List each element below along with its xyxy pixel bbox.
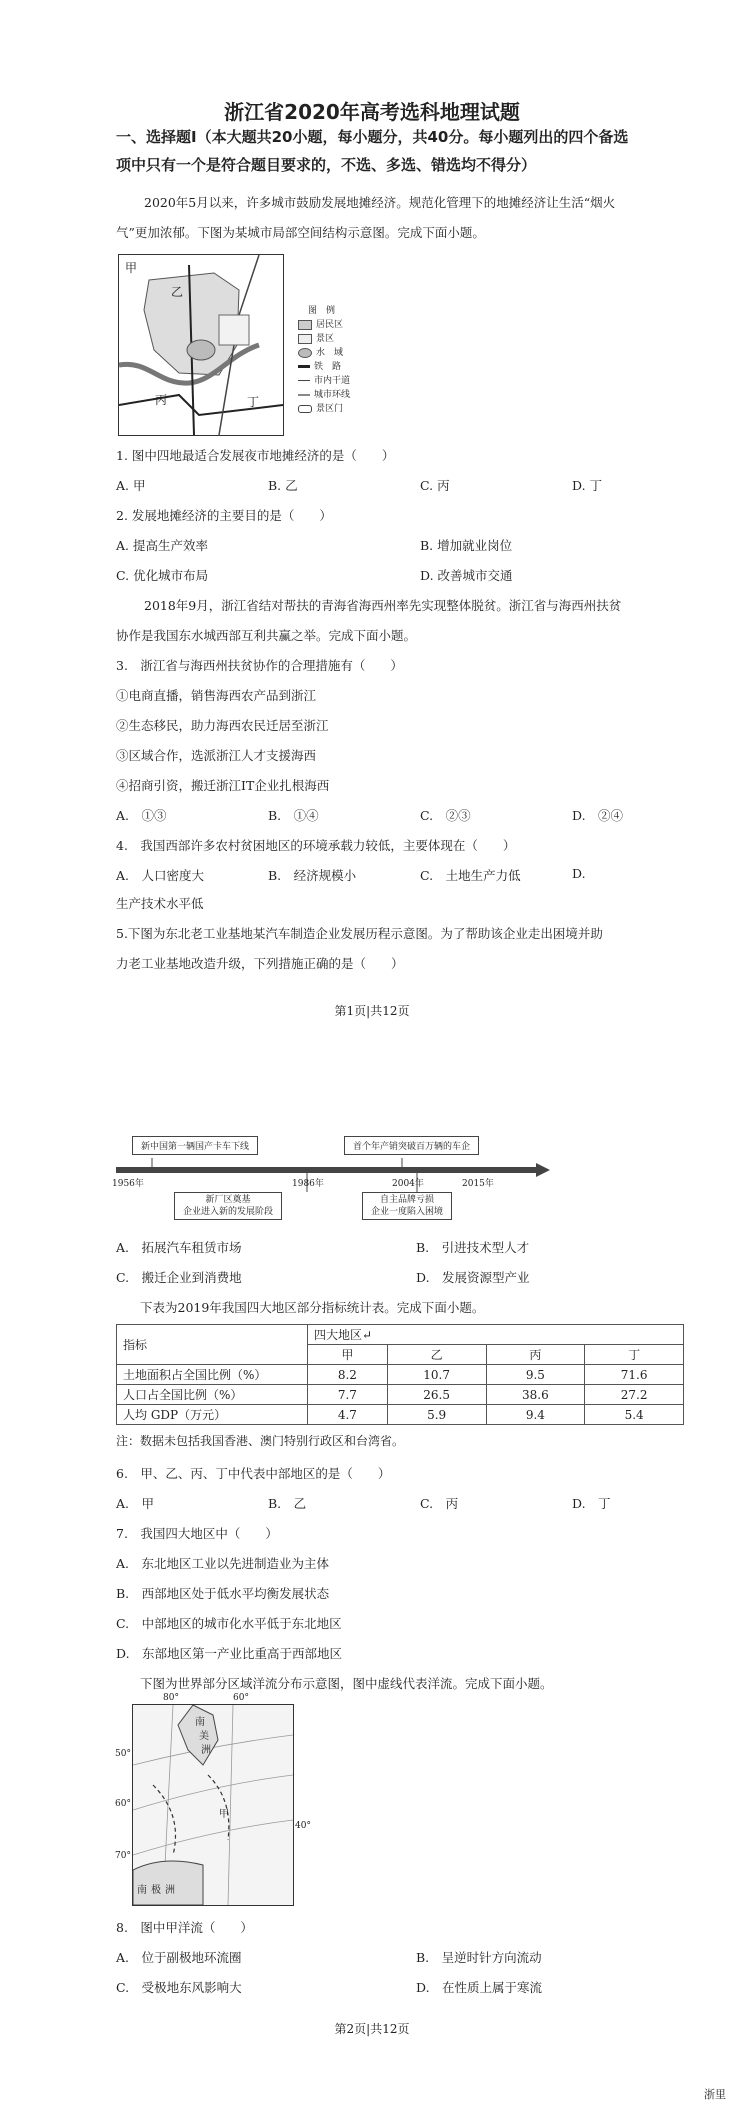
region-stats-table [116,1324,684,1425]
map2-label-nanji-1: 南 [137,1885,147,1896]
table-row-label: 人口占全国比例（%） [117,1385,308,1405]
q3-item-1: ①电商直播，销售海西农产品到浙江 [116,688,317,703]
intro1-line1: 2020年5月以来，许多城市鼓励发展地摊经济。规范化管理下的地摊经济让生活“烟火 [144,195,616,210]
timeline-year-1956: 1956年 [112,1179,144,1189]
table-cell: 10.7 [387,1365,486,1385]
table-cell: 71.6 [585,1365,684,1385]
table-row [117,1385,684,1405]
map2-lat-60: 60° [115,1799,131,1809]
q6-option-d[interactable]: D. 丁 [572,1496,611,1511]
q1-option-b[interactable]: B. 乙 [268,478,298,493]
intro2-line1: 2018年9月，浙江省结对帮扶的青海省海西州率先实现整体脱贫。浙江省与海西州扶贫 [144,598,622,613]
q4-option-c[interactable]: C. 土地生产力低 [420,868,521,883]
q6-stem: 6. 甲、乙、丙、丁中代表中部地区的是（ ） [116,1466,391,1481]
page-footer-2: 第2页|共12页 [334,2022,410,2036]
q4-option-d-text: 生产技术水平低 [116,896,204,911]
legend-item-road: 市内干道 [298,374,350,388]
q7-option-a[interactable]: A. 东北地区工业以先进制造业为主体 [116,1556,330,1571]
table-row [117,1405,684,1425]
section-heading-line1: 一、选择题Ⅰ（本大题共20小题，每小题分，共40分。每小题列出的四个备选 [116,128,629,146]
q4-option-b[interactable]: B. 经济规模小 [268,868,357,883]
map2-lon-40: 40° [295,1821,311,1831]
map-label-ding: 丁 [247,395,260,409]
q3-item-4: ④招商引资，搬迁浙江IT企业扎根海西 [116,778,330,793]
q8-option-b[interactable]: B. 呈逆时针方向流动 [416,1950,542,1965]
q5-option-c[interactable]: C. 搬迁企业到消费地 [116,1270,242,1285]
q3-option-c[interactable]: C. ②③ [420,808,471,823]
legend-item-water: 水 域 [298,346,350,360]
map-legend [298,304,350,416]
table-header-row [117,1325,684,1345]
map-label-jia: 甲 [125,261,138,275]
q7-option-d[interactable]: D. 东部地区第一产业比重高于西部地区 [116,1646,343,1661]
q5-stem-line1: 5.下图为东北老工业基地某汽车制造企业发展历程示意图。为了帮助该企业走出困境并助 [116,926,603,941]
q2-stem: 2. 发展地摊经济的主要目的是（ ） [116,508,332,523]
map-label-bing: 丙 [155,393,168,407]
table-cell: 26.5 [387,1385,486,1405]
intro3: 下表为2019年我国四大地区部分指标统计表。完成下面小题。 [140,1300,485,1315]
q1-option-d[interactable]: D. 丁 [572,478,603,493]
page-1 [0,0,744,1040]
table-cell: 9.5 [486,1365,585,1385]
q5-option-b[interactable]: B. 引进技术型人才 [416,1240,530,1255]
company-timeline [112,1136,552,1226]
timeline-label-losses: 自主品牌亏损 企业一度陷入困境 [362,1192,452,1220]
q5-stem-line2: 力老工业基地改造升级，下列措施正确的是（ ） [116,956,404,971]
q3-item-3: ③区域合作，选派浙江人才支援海西 [116,748,317,763]
intro2-line2: 协作是我国东水城西部互利共赢之举。完成下面小题。 [116,628,417,643]
q8-option-c[interactable]: C. 受极地东风影响大 [116,1980,242,1995]
q7-option-b[interactable]: B. 西部地区处于低水平均衡发展状态 [116,1586,330,1601]
q7-option-c[interactable]: C. 中部地区的城市化水平低于东北地区 [116,1616,342,1631]
intro1-line2: 气”更加浓郁。下图为某城市局部空间结构示意图。完成下面小题。 [116,225,485,240]
q5-option-a[interactable]: A. 拓展汽车租赁市场 [116,1240,242,1255]
table-row-label: 人均 GDP（万元） [117,1405,308,1425]
page-2 [0,1040,744,2104]
legend-item-scenic: 景区 [298,332,350,346]
q3-item-2: ②生态移民，助力海西农民迁居至浙江 [116,718,329,733]
q1-option-a[interactable]: A. 甲 [116,478,146,493]
section-heading-line2: 项中只有一个是符合题目要求的，不选、多选、错选均不得分） [116,156,537,174]
ocean-current-map [115,1693,311,1906]
q2-option-a[interactable]: A. 提高生产效率 [116,538,208,553]
table-col-ding: 丁 [585,1345,684,1365]
q2-option-b[interactable]: B. 增加就业岗位 [420,538,513,553]
map2-label-jia: 甲 [219,1809,229,1820]
map2-lat-50: 50° [115,1749,131,1759]
table-row [117,1365,684,1385]
timeline-label-first-truck: 新中国第一辆国产卡车下线 [132,1136,258,1155]
table-col-yi: 乙 [387,1345,486,1365]
q3-option-b[interactable]: B. ①④ [268,808,319,823]
q4-stem: 4. 我国西部许多农村贫困地区的环境承载力较低，主要体现在（ ） [116,838,516,853]
table-cell: 5.4 [585,1405,684,1425]
legend-title: 图 例 [308,306,336,316]
legend-swatch [298,348,312,358]
page-footer-1: 第1页|共12页 [334,1004,410,1018]
intro4: 下图为世界部分区域洋流分布示意图，图中虚线代表洋流。完成下面小题。 [140,1676,553,1691]
map2-lat-70: 70° [115,1851,131,1861]
timeline-year-2004: 2004年 [392,1179,424,1189]
legend-item-residential: 居民区 [298,318,350,332]
table-cell: 8.2 [308,1365,388,1385]
timeline-year-2015: 2015年 [462,1179,494,1189]
map2-label-nanji-2: 极 [151,1885,161,1896]
legend-item-gate: 景区门 [298,402,350,416]
table-note: 注：数据未包括我国香港、澳门特别行政区和台湾省。 [116,1434,405,1448]
q8-option-d[interactable]: D. 在性质上属于寒流 [416,1980,543,1995]
table-col-jia: 甲 [308,1345,388,1365]
timeline-year-1986: 1986年 [292,1179,324,1189]
legend-swatch [298,320,312,330]
map2-label-zhou: 洲 [201,1745,211,1756]
table-header-indicator: 指标 [117,1325,308,1365]
legend-swatch [298,405,312,413]
legend-swatch [298,380,310,381]
city-structure-map [118,254,284,436]
q2-option-d[interactable]: D. 改善城市交通 [420,568,513,583]
q7-stem: 7. 我国四大地区中（ ） [116,1526,278,1541]
legend-swatch [298,334,312,344]
table-col-bing: 丙 [486,1345,585,1365]
map2-lon-60: 60° [233,1693,249,1703]
page-title: 浙江省2020年高考选科地理试题 [224,100,520,124]
q8-stem: 8. 图中甲洋流（ ） [116,1920,253,1935]
q1-option-c[interactable]: C. 丙 [420,478,450,493]
table-row-label: 土地面积占全国比例（%） [117,1365,308,1385]
q1-stem: 1. 图中四地最适合发展夜市地摊经济的是（ ） [116,448,395,463]
corner-watermark: 浙里 [704,2088,726,2101]
q6-option-b[interactable]: B. 乙 [268,1496,307,1511]
ocean-map-drawing [133,1705,293,1905]
map2-label-mei: 美 [199,1731,209,1742]
map-label-yi: 乙 [171,285,184,299]
q3-option-d[interactable]: D. ②④ [572,808,624,823]
map2-lon-80: 80° [163,1693,179,1703]
q4-option-a[interactable]: A. 人口密度大 [116,868,205,883]
timeline-label-new-plant: 新厂区奠基 企业进入新的发展阶段 [174,1192,282,1220]
timeline-label-million: 首个年产销突破百万辆的车企 [344,1136,479,1155]
legend-item-ring: 城市环线 [298,388,350,402]
table-cell: 38.6 [486,1385,585,1405]
q6-option-c[interactable]: C. 丙 [420,1496,459,1511]
table-cell: 5.9 [387,1405,486,1425]
map2-label-nan: 南 [195,1717,205,1728]
legend-item-railway: 铁 路 [298,360,350,374]
q3-option-a[interactable]: A. ①③ [116,808,167,823]
map2-label-nanji-3: 洲 [165,1885,175,1896]
q5-option-d[interactable]: D. 发展资源型产业 [416,1270,530,1285]
table-header-region: 四大地区↵ [308,1325,684,1345]
table-cell: 4.7 [308,1405,388,1425]
q4-option-d[interactable]: D. [572,866,586,881]
table-cell: 7.7 [308,1385,388,1405]
q6-option-a[interactable]: A. 甲 [116,1496,155,1511]
legend-swatch [298,394,310,396]
table-cell: 27.2 [585,1385,684,1405]
q3-stem: 3. 浙江省与海西州扶贫协作的合理措施有（ ） [116,658,403,673]
q8-option-a[interactable]: A. 位于副极地环流圈 [116,1950,242,1965]
legend-swatch [298,365,310,368]
table-cell: 9.4 [486,1405,585,1425]
q2-option-c[interactable]: C. 优化城市布局 [116,568,209,583]
